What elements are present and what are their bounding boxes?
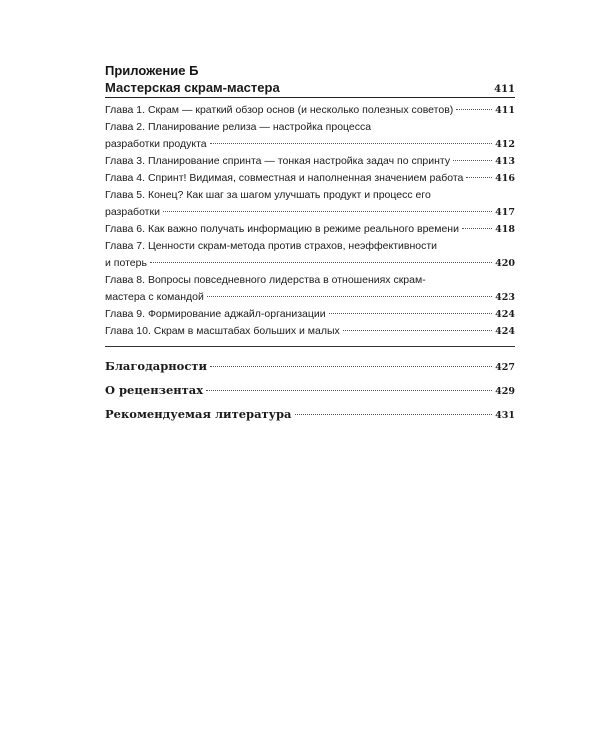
chapter-page-number: 411 — [495, 105, 515, 116]
chapter-title-continued: и потерь — [105, 257, 147, 269]
toc-entry-chapter-2[interactable] — [105, 119, 515, 153]
toc-entry-acknowledgements[interactable] — [105, 355, 515, 379]
chapter-title-continued: разработки продукта — [105, 138, 207, 150]
dot-leader — [295, 414, 493, 415]
chapter-page-number: 416 — [495, 173, 515, 184]
toc-entry-chapter-4[interactable] — [105, 170, 515, 187]
toc-entry-chapter-9[interactable] — [105, 306, 515, 323]
dot-leader — [453, 160, 492, 161]
chapter-title: Глава 8. Вопросы повседневного лидерства в отношениях скрам- — [105, 274, 426, 286]
chapter-title: Глава 1. Скрам — краткий обзор основ (и несколько полезных советов) — [105, 104, 454, 116]
chapter-title-continued: разработки — [105, 206, 160, 218]
toc-entry-chapter-7[interactable] — [105, 238, 515, 272]
chapter-title-continued: мастера с командой — [105, 291, 204, 303]
chapter-title: Глава 10. Скрам в масштабах больших и малых — [105, 325, 340, 337]
toc-entry-chapter-5[interactable] — [105, 187, 515, 221]
chapter-title: Глава 9. Формирование аджайл-организации — [105, 308, 326, 320]
section-divider — [105, 346, 515, 347]
chapter-title: Глава 7. Ценности скрам-метода против страхов, неэффективности — [105, 240, 438, 252]
toc-entry-chapter-6[interactable] — [105, 221, 515, 238]
dot-leader — [206, 390, 492, 391]
dot-leader — [456, 109, 492, 110]
dot-leader — [466, 177, 492, 178]
section-page-number: 411 — [494, 84, 515, 95]
entry-title: О рецензентах — [105, 383, 204, 397]
dot-leader — [210, 366, 492, 367]
chapter-page-number: 423 — [495, 292, 515, 303]
entry-page-number: 429 — [495, 386, 515, 397]
toc-entry-chapter-3[interactable] — [105, 153, 515, 170]
dot-leader — [150, 262, 492, 263]
chapter-title: Глава 4. Спринт! Видимая, совместная и наполненная значением работа — [105, 172, 464, 184]
section-heading[interactable] — [105, 79, 515, 98]
chapter-page-number: 413 — [495, 156, 515, 167]
entry-page-number: 431 — [495, 410, 515, 421]
chapter-page-number: 420 — [495, 258, 515, 269]
chapter-title: Глава 3. Планирование спринта — тонкая настройка задач по спринту — [105, 155, 451, 167]
chapter-page-number: 417 — [495, 207, 515, 218]
entry-page-number: 427 — [495, 362, 515, 373]
appendix-label: Приложение Б — [105, 63, 199, 78]
chapter-page-number: 412 — [495, 139, 515, 150]
chapter-page-number: 424 — [495, 326, 515, 337]
dot-leader — [207, 296, 492, 297]
dot-leader — [163, 211, 492, 212]
dot-leader — [462, 228, 492, 229]
toc-entry-reviewers[interactable] — [105, 379, 515, 403]
chapter-title: Глава 2. Планирование релиза — настройка процесса — [105, 121, 372, 133]
chapter-list — [105, 102, 515, 340]
chapter-title: Глава 5. Конец? Как шаг за шагом улучшать продукт и процесс его — [105, 189, 431, 201]
chapter-title: Глава 6. Как важно получать информацию в режиме реального времени — [105, 223, 459, 235]
toc-entry-chapter-10[interactable] — [105, 323, 515, 340]
dot-leader — [329, 313, 493, 314]
toc-entry-chapter-8[interactable] — [105, 272, 515, 306]
dot-leader — [210, 143, 493, 144]
dot-leader — [343, 330, 492, 331]
entry-title: Рекомендуемая литература — [105, 407, 292, 421]
toc-entry-recommended-reading[interactable] — [105, 403, 515, 427]
chapter-page-number: 424 — [495, 309, 515, 320]
chapter-page-number: 418 — [495, 224, 515, 235]
table-of-contents — [105, 62, 515, 427]
section-title: Мастерская скрам-мастера — [105, 80, 280, 95]
toc-entry-chapter-1[interactable] — [105, 102, 515, 119]
entry-title: Благодарности — [105, 359, 208, 373]
